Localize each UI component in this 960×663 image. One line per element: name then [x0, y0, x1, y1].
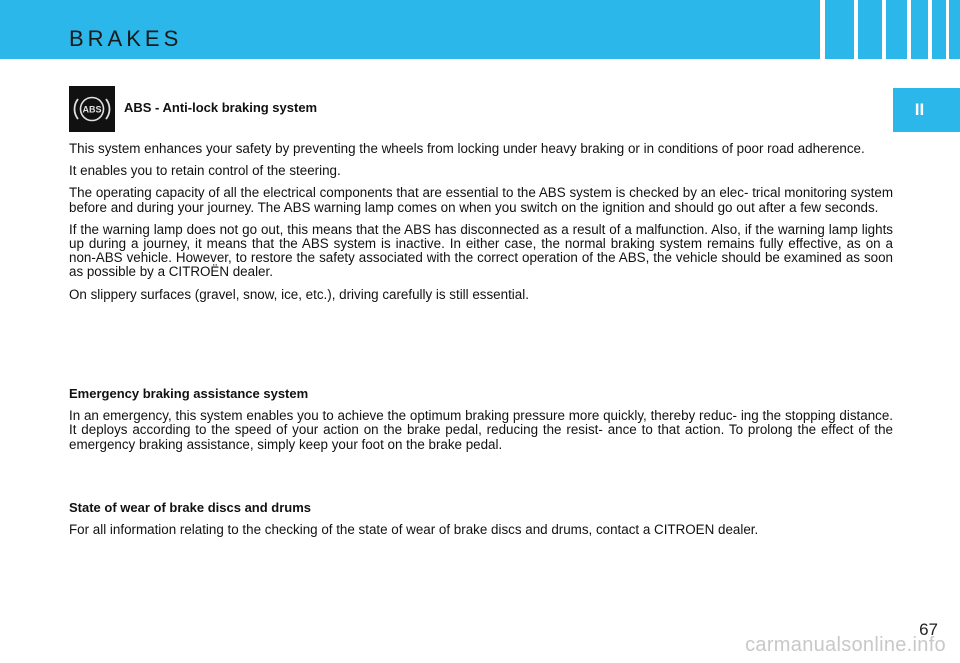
svg-text:ABS: ABS — [82, 104, 102, 115]
abs-section-heading: ABS - Anti-lock braking system — [124, 100, 318, 115]
abs-warning-lamp-icon — [69, 86, 115, 132]
page-title: BRAKES — [69, 26, 183, 51]
brake-wear-section — [69, 501, 893, 537]
abs-section-body — [69, 142, 893, 310]
section-heading: State of wear of brake discs and drums — [69, 500, 312, 515]
paragraph: If the warning lamp does not go out, this means that the ABS has disconnected as a result of a malfunction. Also, if the warning lamp lights up during a journey, it means that the ABS system is inactive. In either case, the normal braking system remains fully effective, as on a non-ABS vehicle. However, to restore the safety associated with the correct operation of the ABS, the vehicle should be examined as soon as possible by a CITROËN dealer. — [69, 221, 893, 280]
paragraph: The operating capacity of all the electrical components that are essential to the ABS system is checked by an elec- trical monitoring system before and during your journey. The ABS warning lamp comes on when you switch on the ignition and should go out after a few seconds. — [69, 185, 893, 215]
paragraph: For all information relating to the checking of the state of wear of brake discs and drums, contact a CITROEN dealer. — [69, 522, 759, 538]
header-stripes-decoration — [820, 0, 960, 59]
paragraph: It enables you to retain control of the steering. — [69, 163, 341, 179]
paragraph: In an emergency, this system enables you to achieve the optimum braking pressure more quickly, thereby reduc- ing the stopping distance. It deploys according to the speed of your action on the brake pedal, reducing the resist- ance to that action. To prolong the effect of the emergency braking assistance, simply keep your foot on the brake pedal. — [69, 408, 893, 452]
section-heading: Emergency braking assistance system — [69, 386, 309, 401]
emergency-braking-section — [69, 387, 893, 452]
header-bar — [0, 0, 960, 59]
page-number: 67 — [919, 620, 938, 639]
chapter-tab: II — [893, 88, 960, 132]
paragraph: On slippery surfaces (gravel, snow, ice, etc.), driving carefully is still essential. — [69, 286, 529, 302]
paragraph: This system enhances your safety by preventing the wheels from locking under heavy braking or in conditions of poor road adherence. — [69, 141, 865, 156]
watermark: carmanualsonline.info — [745, 634, 946, 656]
